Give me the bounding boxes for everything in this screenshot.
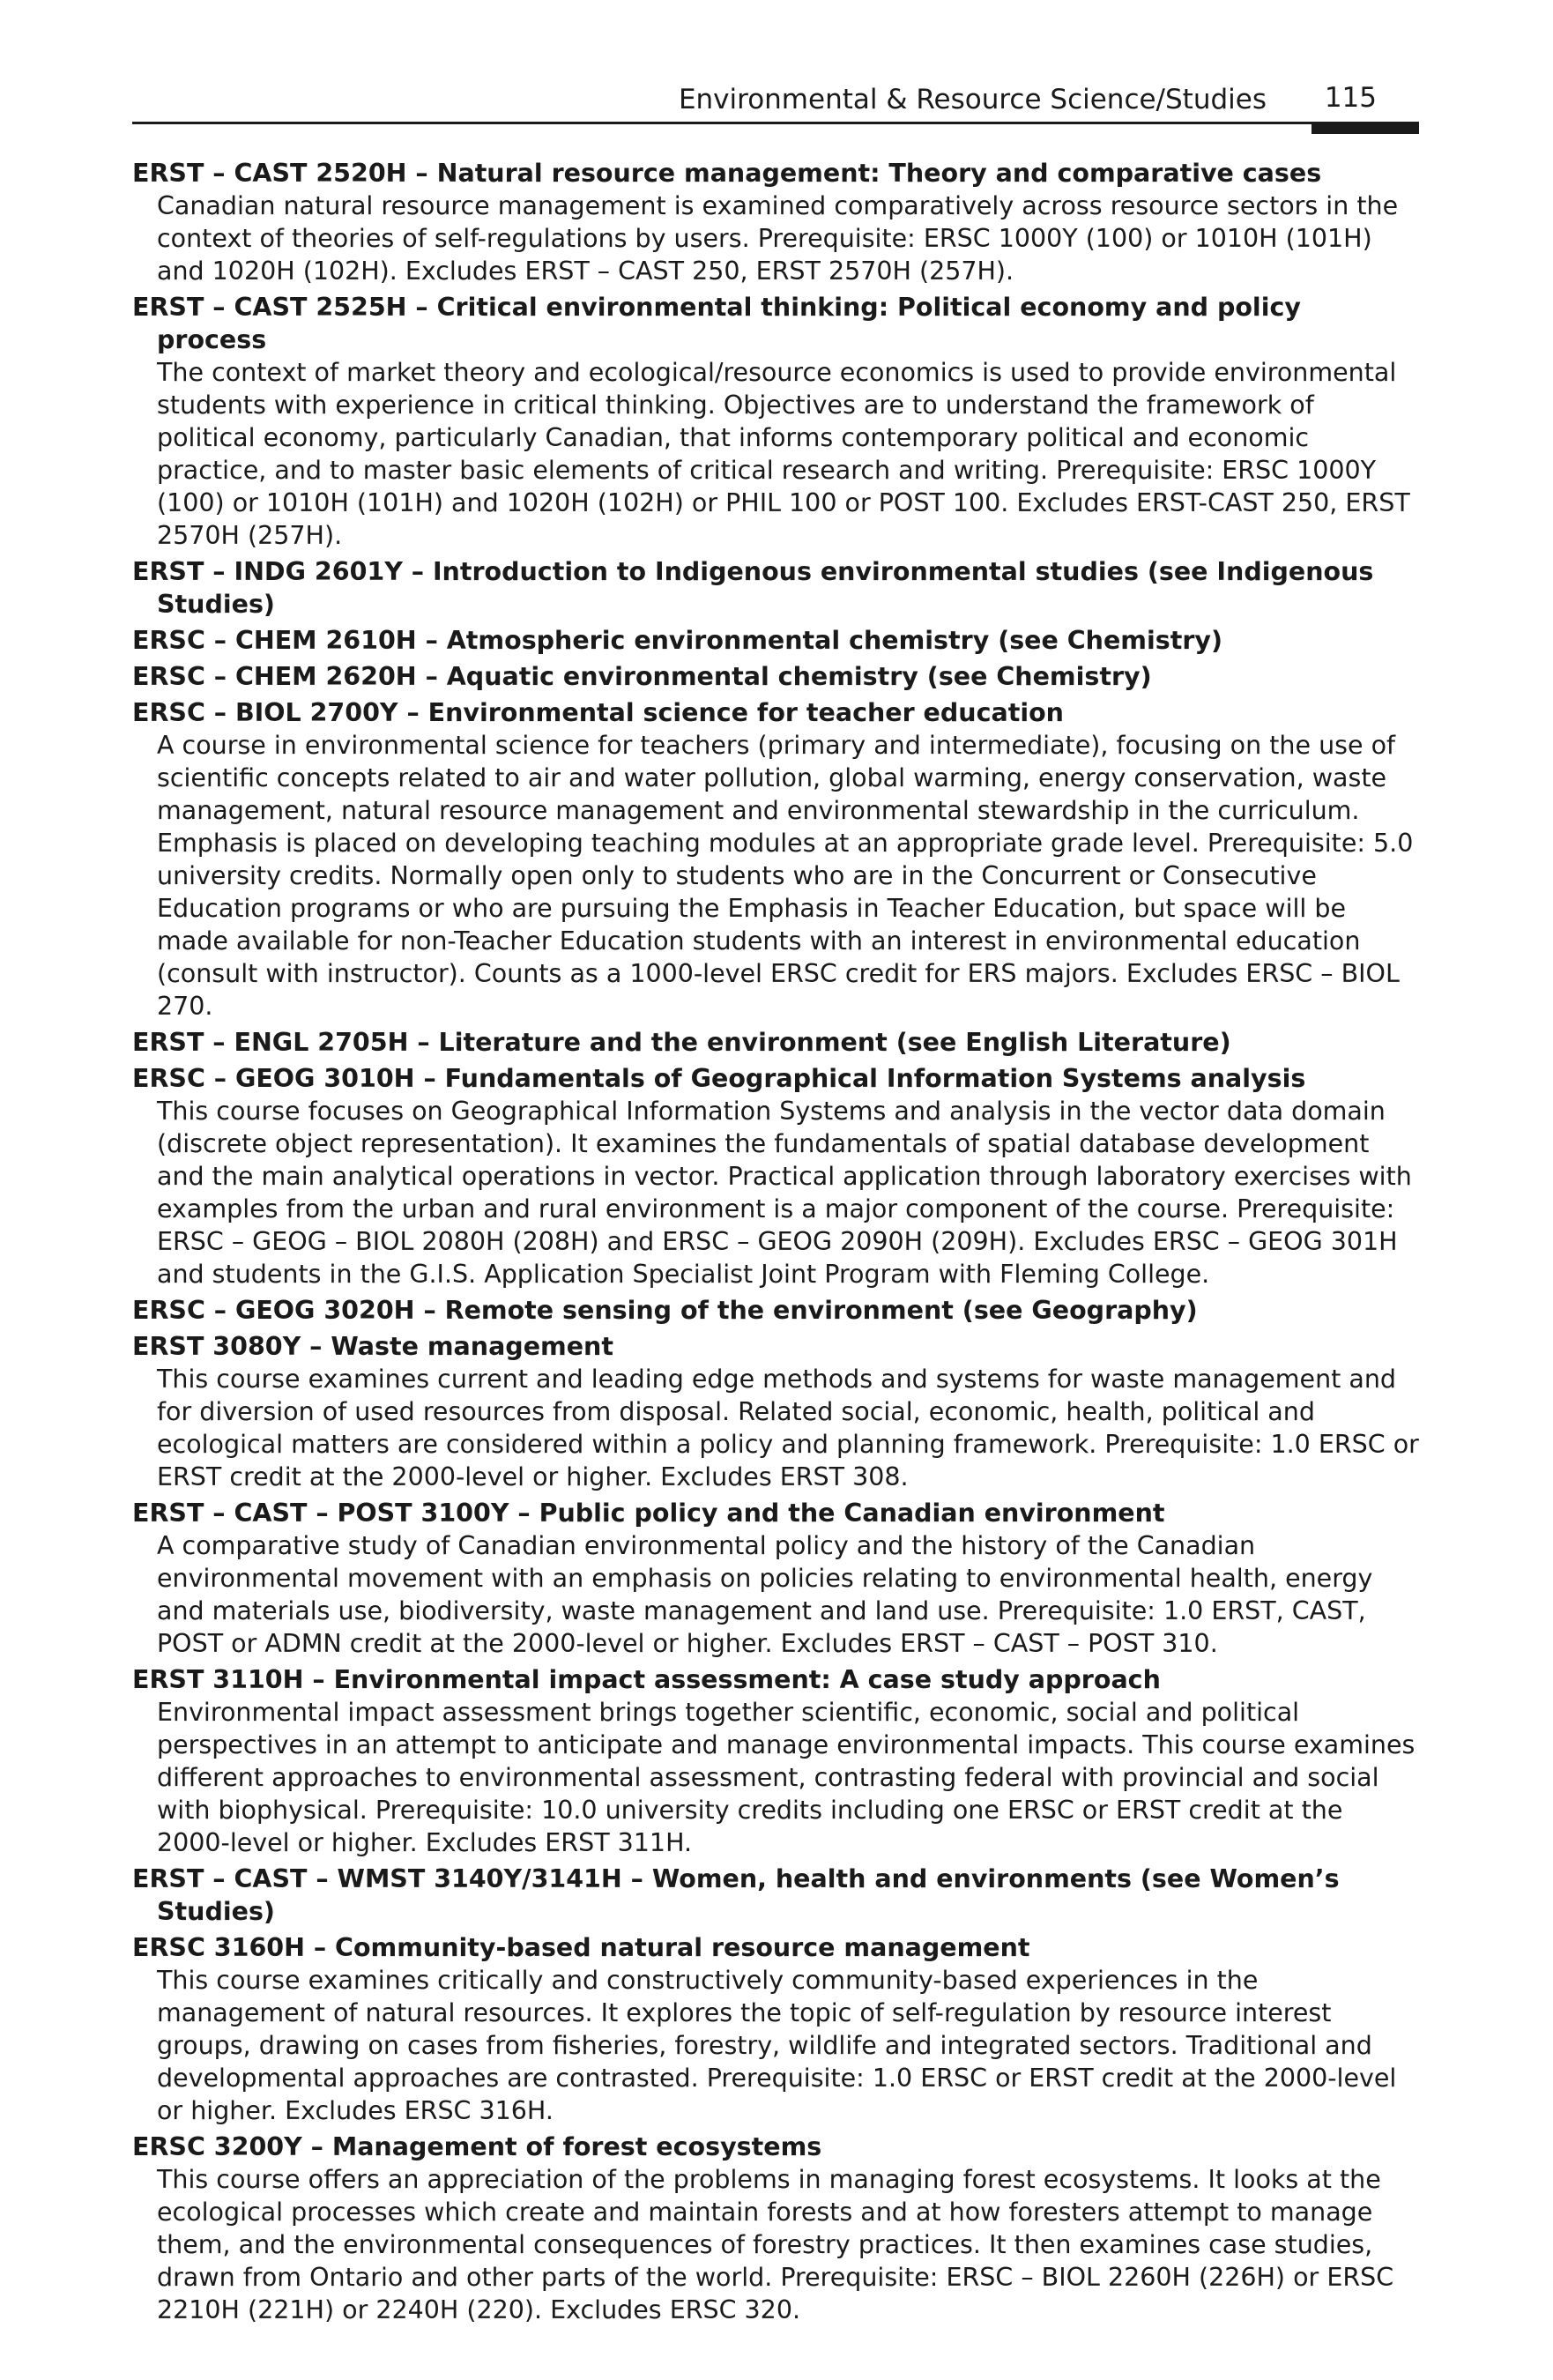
course-title: ERSC – GEOG 3020H – Remote sensing of the environment (see Geography) <box>132 1296 1198 1325</box>
course-description: Environmental impact assessment brings together scientific, economic, social and political perspectives in an attempt to anticipate and manage environmental impacts. This course examines different approaches to environmental assessment, contrasting federal with provincial and social with biophysical. Prerequisite: 10.0 university credits including one ERSC or ERST credit at the 2000-level or higher. Excludes ERST 311H. <box>157 1698 1416 1857</box>
course-description: This course examines current and leading edge methods and systems for waste management and for diversion of used resources from disposal. Related social, economic, health, political and ecological matters are considered within a policy and planning framework. Prerequisite: 1.0 ERSC or ERST credit at the 2000-level or higher. Excludes ERST 308. <box>157 1365 1419 1491</box>
course-title: ERSC – CHEM 2610H – Atmospheric environmental chemistry (see Chemistry) <box>132 626 1223 655</box>
course-entry <box>132 1062 1419 1290</box>
course-title: ERST – INDG 2601Y – Introduction to Indigenous environmental studies (see Indigenous Studies) <box>132 557 1374 619</box>
header-rule <box>132 122 1419 124</box>
course-entry <box>132 1663 1419 1859</box>
course-entry <box>132 555 1419 621</box>
header-tab-marker <box>1312 122 1419 134</box>
course-title: ERST – CAST 2520H – Natural resource management: Theory and comparative cases <box>132 159 1322 188</box>
course-entry <box>132 1497 1419 1660</box>
course-title: ERSC 3160H – Community-based natural resource management <box>132 1933 1030 1962</box>
running-header-title: Environmental & Resource Science/Studies <box>678 84 1267 115</box>
page-number: 115 <box>1324 82 1377 114</box>
course-description: Canadian natural resource management is examined comparatively across resource sectors in the context of theories of self-regulations by users. Prerequisite: ERSC 1000Y (100) or 1010H (101H) and 1020H (102H). Excludes ERST – CAST 250, ERST 2570H (257H). <box>157 191 1399 286</box>
course-entry <box>132 1931 1419 2127</box>
course-entry <box>132 1294 1419 1327</box>
course-title: ERST – CAST – POST 3100Y – Public policy and the Canadian environment <box>132 1499 1165 1528</box>
course-entry <box>132 157 1419 287</box>
course-title: ERST 3110H – Environmental impact assessment: A case study approach <box>132 1665 1161 1694</box>
course-entry <box>132 660 1419 693</box>
course-title: ERST – ENGL 2705H – Literature and the environment (see English Literature) <box>132 1028 1231 1057</box>
course-description: The context of market theory and ecological/resource economics is used to provide environmental students with experience in critical thinking. Objectives are to understand the framework of political economy, particularly Canadian, that informs contemporary political and economic practice, and to master basic elements of critical research and writing. Prerequisite: ERSC 1000Y (100) or 1010H (101H) and 1020H (102H) or PHIL 100 or POST 100. Excludes ERST-CAST 250, ERST 2570H (257H). <box>157 358 1410 550</box>
course-description: This course offers an appreciation of the problems in managing forest ecosystems. It looks at the ecological processes which create and maintain forests and at how foresters attempt to manage them, and the environmental consequences of forestry practices. It then examines case studies, drawn from Ontario and other parts of the world. Prerequisite: ERSC – BIOL 2260H (226H) or ERSC 2210H (221H) or 2240H (220). Excludes ERSC 320. <box>157 2165 1394 2324</box>
course-description: A course in environmental science for teachers (primary and intermediate), focusing on the use of scientific concepts related to air and water pollution, global warming, energy conservation, waste management, natural resource management and environmental stewardship in the curriculum. Emphasis is placed on developing teaching modules at an appropriate grade level. Prerequisite: 5.0 university credits. Normally open only to students who are in the Concurrent or Consecutive Education programs or who are pursuing the Emphasis in Teacher Education, but space will be made available for non-Teacher Education students with an interest in environmental education (consult with instructor). Counts as a 1000-level ERSC credit for ERS majors. Excludes ERSC – BIOL 270. <box>157 731 1414 1021</box>
course-entry <box>132 1330 1419 1493</box>
course-entry <box>132 291 1419 552</box>
course-title: ERST – CAST – WMST 3140Y/3141H – Women, health and environments (see Women’s Studies) <box>132 1864 1340 1926</box>
course-entry <box>132 1863 1419 1928</box>
course-description: A comparative study of Canadian environmental policy and the history of the Canadian environmental movement with an emphasis on policies relating to environmental health, energy and materials use, biodiversity, waste management and land use. Prerequisite: 1.0 ERST, CAST, POST or ADMN credit at the 2000-level or higher. Excludes ERST – CAST – POST 310. <box>157 1531 1373 1658</box>
course-description: This course focuses on Geographical Information Systems and analysis in the vector data domain (discrete object representation). It examines the fundamentals of spatial database development and the main analytical operations in vector. Practical application through laboratory exercises with examples from the urban and rural environment is a major component of the course. Prerequisite: ERSC – GEOG – BIOL 2080H (208H) and ERSC – GEOG 2090H (209H). Excludes ERSC – GEOG 301H and students in the G.I.S. Application Specialist Joint Program with Fleming College. <box>157 1097 1412 1289</box>
course-title: ERSC – GEOG 3010H – Fundamentals of Geographical Information Systems analysis <box>132 1064 1306 1093</box>
course-title: ERST – CAST 2525H – Critical environmental thinking: Political economy and policy process <box>132 293 1301 354</box>
course-title: ERSC – CHEM 2620H – Aquatic environmental chemistry (see Chemistry) <box>132 662 1152 691</box>
course-title: ERSC – BIOL 2700Y – Environmental science for teacher education <box>132 698 1064 727</box>
course-title: ERSC 3200Y – Management of forest ecosystems <box>132 2132 822 2161</box>
course-description: This course examines critically and constructively community-based experiences in the management of natural resources. It explores the topic of self-regulation by resource interest groups, drawing on cases from fisheries, forestry, wildlife and integrated sectors. Traditional and developmental approaches are contrasted. Prerequisite: 1.0 ERSC or ERST credit at the 2000-level or higher. Excludes ERSC 316H. <box>157 1966 1397 2125</box>
course-list <box>132 157 1419 2330</box>
course-entry <box>132 624 1419 657</box>
course-title: ERST 3080Y – Waste management <box>132 1332 613 1361</box>
page-header <box>132 78 1419 130</box>
course-entry <box>132 1026 1419 1059</box>
course-entry <box>132 696 1419 1023</box>
course-entry <box>132 2131 1419 2326</box>
